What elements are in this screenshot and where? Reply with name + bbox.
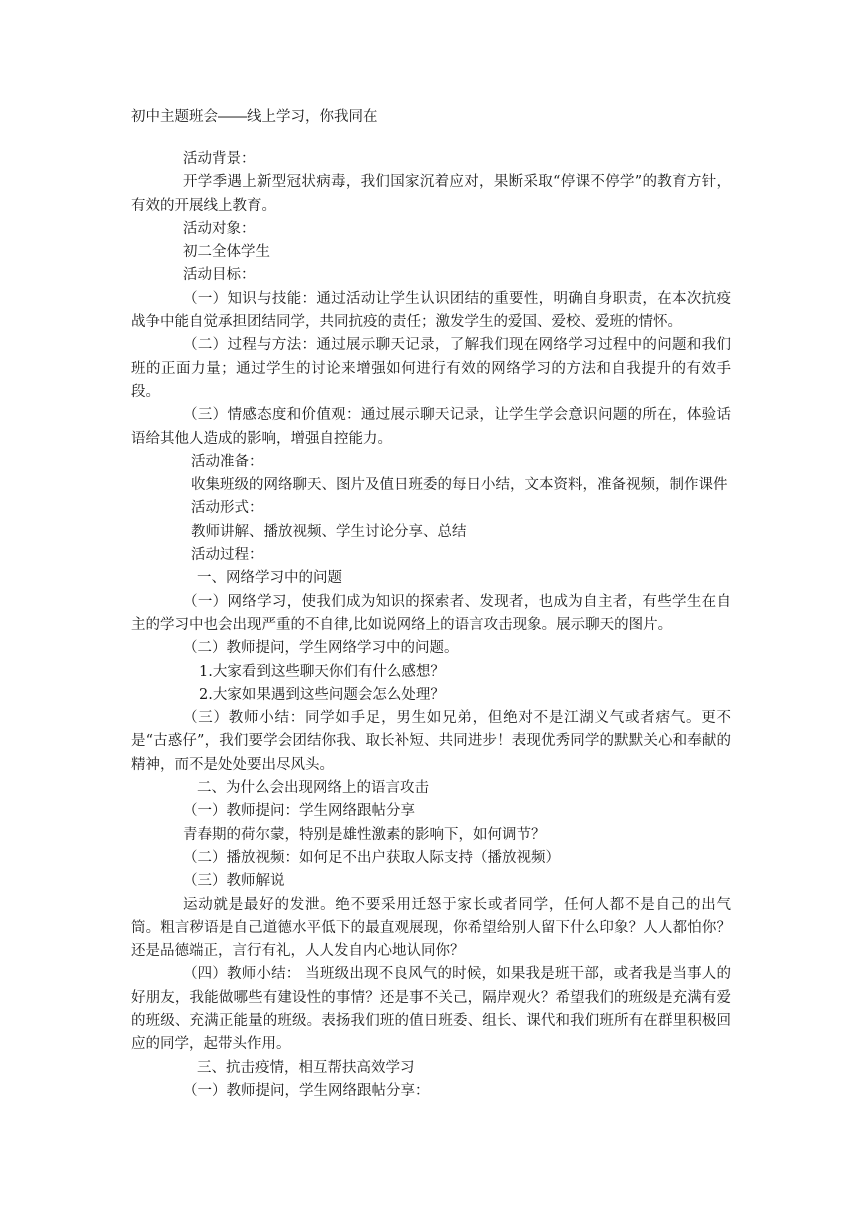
paragraph-part-2-question: 青春期的荷尔蒙，特别是雄性激素的影响下，如何调节？ [183, 826, 546, 843]
paragraph-format: 教师讲解、播放视频、学生讨论分享、总结 [191, 523, 467, 540]
paragraph-part-2-item-2: （二）播放视频：如何足不出户获取人际支持（播放视频） [183, 849, 560, 866]
paragraph-part-1-item-2: （二）教师提问，学生网络学习中的问题。 [183, 640, 459, 657]
paragraph-part-3-item-1: （一）教师提问，学生网络跟帖分享： [183, 1082, 430, 1099]
paragraph-audience: 初二全体学生 [183, 244, 270, 261]
section-label-audience: 活动对象： [183, 220, 256, 237]
heading-part-2: 二、为什么会出现网络上的语言攻击 [197, 780, 429, 797]
paragraph-part-1-item-1: （一）网络学习，使我们成为知识的探索者、发现者，也成为自主者，有些学生在自主的学习中也会出现严重的不自律,比如说网络上的语言攻击现象。展示聊天的图片。 [131, 593, 731, 633]
paragraph-goal-3: （三）情感态度和价值观：通过展示聊天记录，让学生学会意识问题的所在，体验话语给其他人造成的影响，增强自控能力。 [131, 407, 731, 447]
document-body [131, 148, 731, 1103]
question-2: 2.大家如果遇到这些问题会怎么处理？ [199, 686, 445, 703]
heading-part-3: 三、抗击疫情，相互帮扶高效学习 [197, 1059, 415, 1076]
section-label-preparation: 活动准备： [191, 453, 264, 470]
document-title: 初中主题班会――线上学习，你我同在 [131, 109, 378, 125]
paragraph-goal-1: （一）知识与技能：通过活动让学生认识团结的重要性，明确自身职责，在本次抗疫战争中能自觉承担团结同学，共同抗疫的责任；激发学生的爱国、爱校、爱班的情怀。 [131, 290, 731, 331]
paragraph-part-1-item-3: （三）教师小结：同学如手足，男生如兄弟，但绝对不是江湖义气或者痞气。更不是“古惑仔”，我们要学会团结你我、取长补短、共同进步！表现优秀同学的默默关心和奉献的精神，而不是处处要出尽风头。 [131, 710, 731, 773]
paragraph-goal-2: （二）过程与方法：通过展示聊天记录，了解我们现在网络学习过程中的问题和我们班的正面力量；通过学生的讨论来增强如何进行有效的网络学习的方法和自我提升的有效手段。 [131, 337, 731, 400]
section-label-goals: 活动目标： [183, 267, 256, 284]
section-label-background: 活动背景： [183, 151, 256, 167]
paragraph-preparation: 收集班级的网络聊天、图片及值日班委的每日小结，文本资料，准备视频，制作课件 [191, 477, 728, 494]
paragraph-part-2-commentary: 运动就是最好的发泄。绝不要采用迁怒于家长或者同学，任何人都不是自己的出气筒。粗言秽语是自己道德水平低下的最直观展现，你希望给别人留下什么印象？人人都怕你？还是品德端正，言行有礼，人人发自内心地认同你？ [131, 896, 731, 960]
paragraph-part-2-item-4: （四）教师小结： 当班级出现不良风气的时候，如果我是班干部，或者我是当事人的好朋友，我能做哪些有建设性的事情？还是事不关己，隔岸观火？希望我们的班级是充满有爱的班级、充满正能量的班级。表扬我们班的值日班委、组长、课代和我们班所有在群里积极回应的同学，起带头作用。 [131, 966, 731, 1053]
section-label-process: 活动过程： [191, 547, 264, 564]
heading-part-1: 一、网络学习中的问题 [197, 570, 342, 587]
paragraph-part-2-item-1: （一）教师提问：学生网络跟帖分享 [183, 803, 415, 820]
paragraph-background: 开学季遇上新型冠状病毒，我们国家沉着应对，果断采取“停课不停学”的教育方针，有效的开展线上教育。 [131, 174, 731, 214]
section-label-format: 活动形式： [191, 500, 264, 517]
question-1: 1.大家看到这些聊天你们有什么感想？ [199, 663, 445, 680]
paragraph-part-2-item-3: （三）教师解说 [183, 873, 285, 890]
